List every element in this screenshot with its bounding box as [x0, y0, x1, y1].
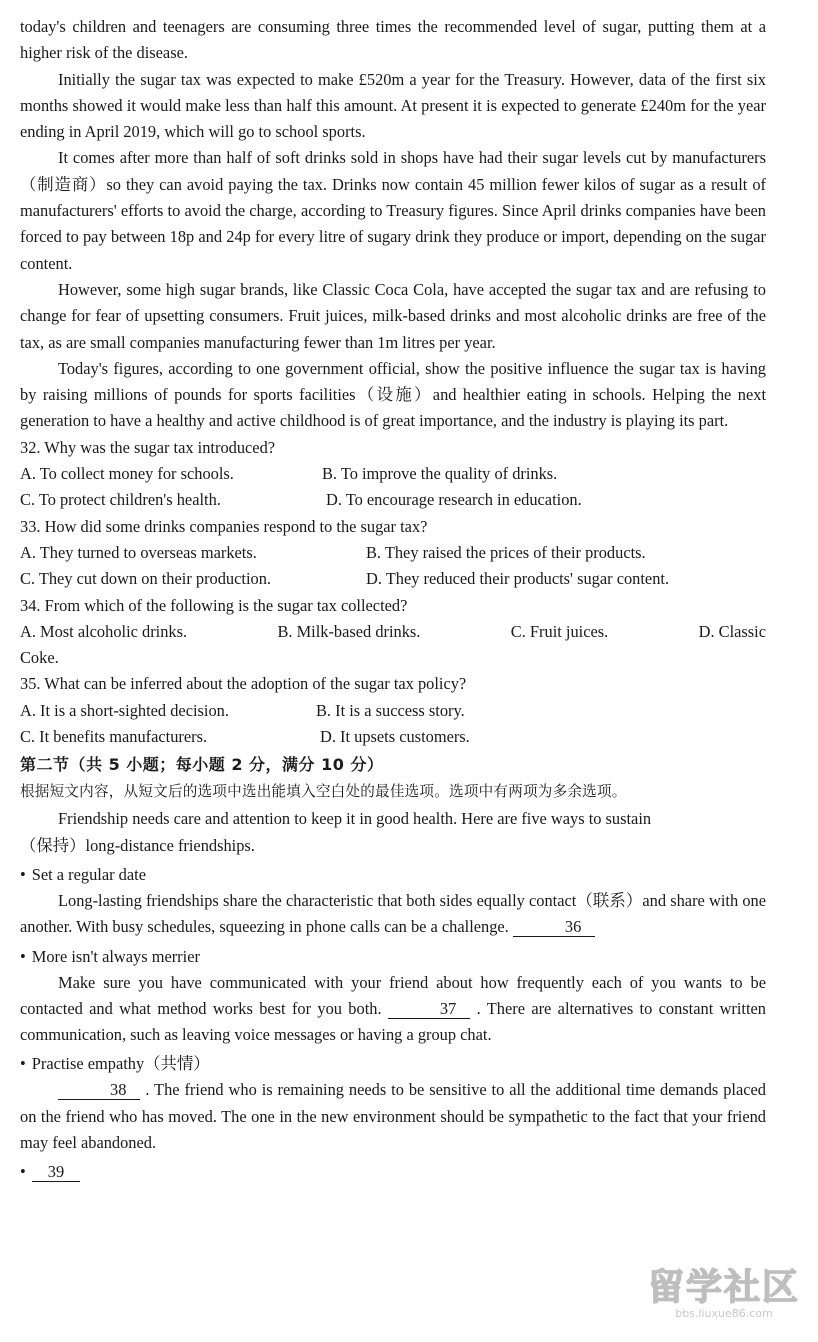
tip-heading-4 [20, 1158, 766, 1185]
blank-36: 36 [513, 918, 595, 937]
site-watermark [644, 1268, 804, 1320]
blank-39: 39 [32, 1163, 80, 1182]
question-34-option-d-continued: Coke. [20, 648, 59, 668]
passage-paragraph-2: Initially the sugar tax was expected to make £520m a year for the Treasury. However, data of the first six months showed it would make less than half this amount. At present it is expected to generate £240m for the year ending in April 2019, which will go to school sports. [20, 69, 766, 142]
tip-heading-1 [20, 861, 766, 888]
tip-body-3-text: . The friend who is remaining needs to be sensitive to all the additional time demands placed on the friend who has moved. The one in the new environment should be sympathetic to the fact that your friend may feel abandoned. [20, 1080, 766, 1152]
passage-paragraph-3: It comes after more than half of soft drinks sold in shops have had their sugar levels cut by manufacturers（制造商）so they can avoid paying the tax. Drinks now contain 45 million fewer kilos of sugar as a result of manufacturers' efforts to avoid the charge, according to Treasury figures. Since April drinks companies have been forced to pay between 18p and 24p for every litre of sugary drink they produce or import, depending on the sugar content. [20, 148, 766, 273]
watermark-logo: 留学社区 [647, 1267, 800, 1308]
question-35-option-d: D. It upsets customers. [320, 727, 470, 747]
section-2-intro-line-2: （保持）long-distance friendships. [20, 835, 255, 855]
question-34-option-b: B. Milk-based drinks. [277, 621, 421, 641]
tip-body-2-text-b: . There are alternatives to constant written communication, such as leaving voice messages or having a group chat. [20, 998, 767, 1045]
question-33-option-d: D. They reduced their products' sugar content. [366, 569, 670, 589]
passage-paragraph-1: today's children and teenagers are consuming three times the recommended level of sugar, putting them at a higher risk of the disease. [20, 17, 766, 63]
blank-38: 38 [58, 1081, 140, 1100]
question-35-option-b: B. It is a success story. [316, 700, 465, 720]
section-2-title: 第二节（共 5 小题；每小题 2 分，满分 10 分） [20, 755, 384, 775]
question-32-option-b: B. To improve the quality of drinks. [322, 464, 558, 484]
question-33-option-c: C. They cut down on their production. [20, 569, 271, 589]
section-2-intro-line-1: Friendship needs care and attention to keep it in good health. Here are five ways to sustain [58, 809, 652, 829]
question-33-options-row-1 [20, 540, 766, 566]
tip-body-1-text: Long-lasting friendships share the characteristic that both sides equally contact（联系）and share with one another. With busy schedules, squeezing in phone calls can be a challenge. [20, 890, 766, 937]
bullet-icon: • [20, 1054, 26, 1074]
question-33-option-a: A. They turned to overseas markets. [20, 542, 257, 562]
bullet-icon: • [20, 1162, 26, 1182]
question-34-options-row [20, 619, 766, 645]
question-35-option-c: C. It benefits manufacturers. [20, 727, 208, 747]
question-32-option-d: D. To encourage research in education. [326, 490, 582, 510]
question-34-stem: 34. From which of the following is the sugar tax collected? [20, 595, 408, 615]
tip-body-1 [20, 888, 766, 941]
question-35-option-a: A. It is a short-sighted decision. [20, 700, 229, 720]
question-32-option-c: C. To protect children's health. [20, 490, 221, 510]
question-32-stem: 32. Why was the sugar tax introduced? [20, 437, 276, 457]
bullet-icon: • [20, 946, 26, 966]
blank-37: 37 [388, 1000, 470, 1019]
passage-paragraph-5: Today's figures, according to one government official, show the positive influence the sugar tax is having by raising millions of pounds for sports facilities（设施）and healthier eating in schools. Helping the next generation to have a healthy and active childhood is of great importance, and the industry is playing its part. [20, 358, 766, 431]
tip-body-2-text-a: Make sure you have communicated with your friend about how frequently each of you wants to be contacted and what method works best for you both. [20, 972, 766, 1018]
question-33-options-row-2 [20, 566, 766, 592]
question-32-options-row-1 [20, 461, 766, 487]
watermark-url: bbs.liuxue86.com [675, 1307, 773, 1320]
question-35-options-row-1 [20, 698, 766, 724]
question-35-stem: 35. What can be inferred about the adoption of the sugar tax policy? [20, 674, 467, 694]
question-34-option-c: C. Fruit juices. [510, 621, 609, 641]
tip-heading-3-text: Practise empathy（共情） [31, 1054, 210, 1074]
question-34-option-d: D. Classic [698, 621, 766, 641]
question-34-option-a: A. Most alcoholic drinks. [20, 621, 188, 641]
question-32-option-a: A. To collect money for schools. [20, 464, 234, 484]
tip-heading-2 [20, 943, 766, 970]
exam-page [20, 14, 766, 1185]
tip-body-2 [20, 970, 766, 1049]
question-33-option-b: B. They raised the prices of their products. [366, 542, 646, 562]
section-2-instruction: 根据短文内容，从短文后的选项中选出能填入空白处的最佳选项。选项中有两项为多余选项。 [20, 783, 627, 801]
tip-heading-1-text: Set a regular date [31, 864, 146, 884]
question-33-stem: 33. How did some drinks companies respond to the sugar tax? [20, 516, 428, 536]
question-35-options-row-2 [20, 724, 766, 750]
passage-paragraph-4: However, some high sugar brands, like Classic Coca Cola, have accepted the sugar tax and are refusing to change for fear of upsetting consumers. Fruit juices, milk-based drinks and most alcoholic drinks are free of the tax, as are small companies manufacturing fewer than 1m litres per year. [20, 279, 766, 352]
tip-heading-2-text: More isn't always merrier [31, 946, 200, 966]
tip-body-3 [20, 1077, 766, 1156]
tip-heading-3 [20, 1050, 766, 1077]
question-32-options-row-2 [20, 487, 766, 513]
bullet-icon: • [20, 864, 26, 884]
